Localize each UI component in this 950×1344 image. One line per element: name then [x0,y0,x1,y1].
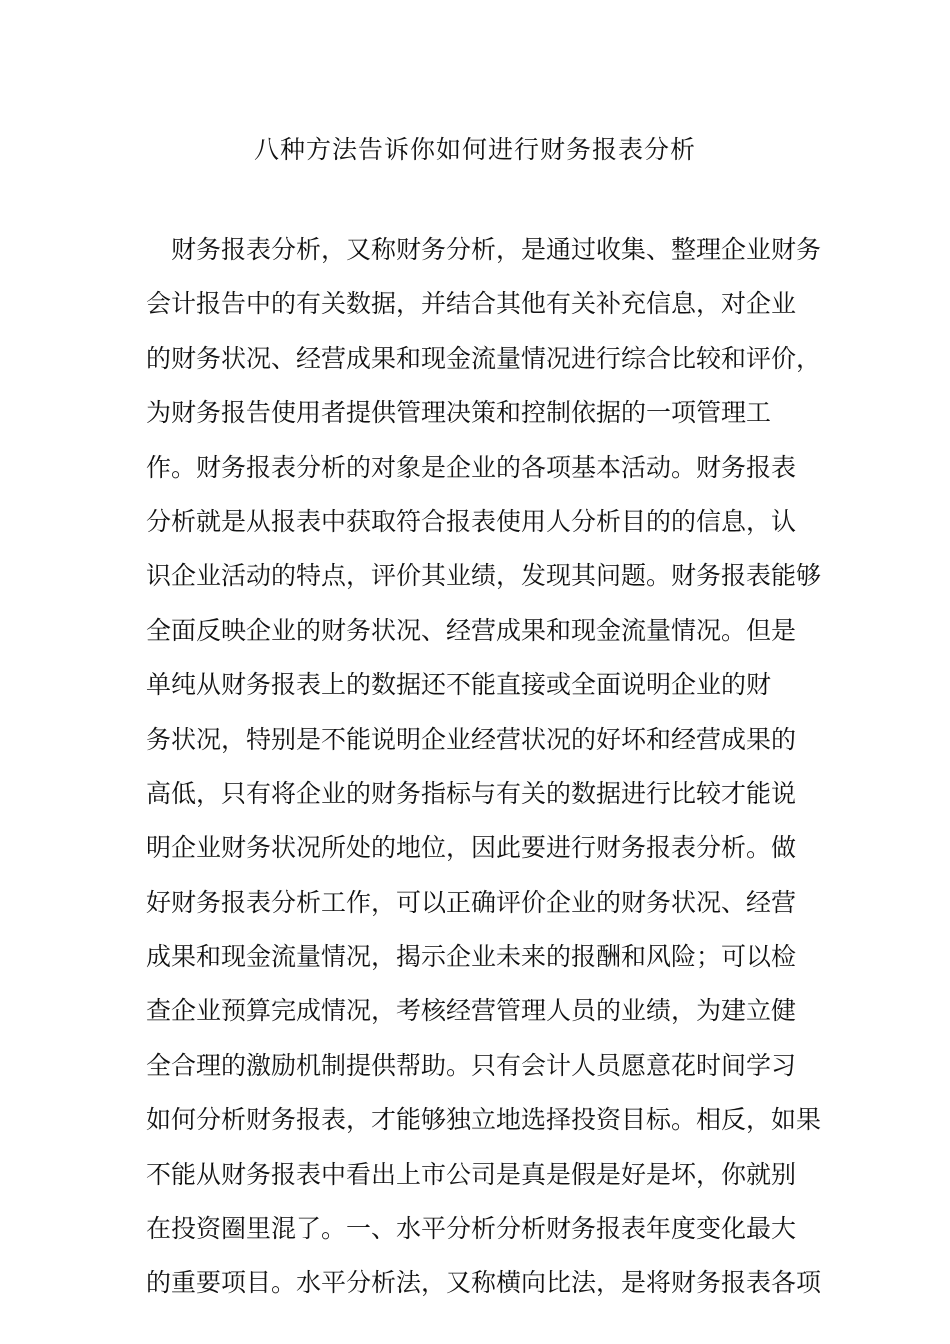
body-line: 单纯从财务报表上的数据还不能直接或全面说明企业的财 [146,670,772,700]
body-line: 全合理的激励机制提供帮助。只有会计人员愿意花时间学习 [146,1050,797,1080]
body-line: 如何分析财务报表，才能够独立地选择投资目标。相反，如果 [146,1105,822,1135]
body-line: 作。财务报表分析的对象是企业的各项基本活动。财务报表 [146,452,797,482]
body-line: 在投资圈里混了。一、水平分析分析财务报表年度变化最大 [146,1214,797,1244]
body-line: 成果和现金流量情况，揭示企业未来的报酬和风险；可以检 [146,942,797,972]
body-line: 的财务状况、经营成果和现金流量情况进行综合比较和评价， [146,343,822,373]
body-line: 务状况，特别是不能说明企业经营状况的好坏和经营成果的 [146,724,797,754]
body-line: 财务报表分析，又称财务分析，是通过收集、整理企业财务 [146,235,822,264]
body-line: 明企业财务状况所处的地位，因此要进行财务报表分析。做 [146,833,797,863]
body-line: 识企业活动的特点，评价其业绩，发现其问题。财务报表能够 [146,561,822,591]
body-line: 不能从财务报表中看出上市公司是真是假是好是坏，你就别 [146,1159,797,1189]
body-line: 查企业预算完成情况，考核经营管理人员的业绩，为建立健 [146,996,797,1026]
body-line: 会计报告中的有关数据，并结合其他有关补充信息，对企业 [146,289,797,319]
body-line: 分析就是从报表中获取符合报表使用人分析目的的信息，认 [146,506,797,536]
body-line: 全面反映企业的财务状况、经营成果和现金流量情况。但是 [146,615,797,645]
document-title: 八种方法告诉你如何进行财务报表分析 [253,135,696,164]
body-line: 高低，只有将企业的财务指标与有关的数据进行比较才能说 [146,778,797,808]
body-line: 的重要项目。水平分析法，又称横向比法，是将财务报表各项 [146,1268,822,1298]
body-line: 为财务报告使用者提供管理决策和控制依据的一项管理工 [146,398,772,428]
document-body [146,230,826,1318]
body-line: 好财务报表分析工作，可以正确评价企业的财务状况、经营 [146,887,797,917]
